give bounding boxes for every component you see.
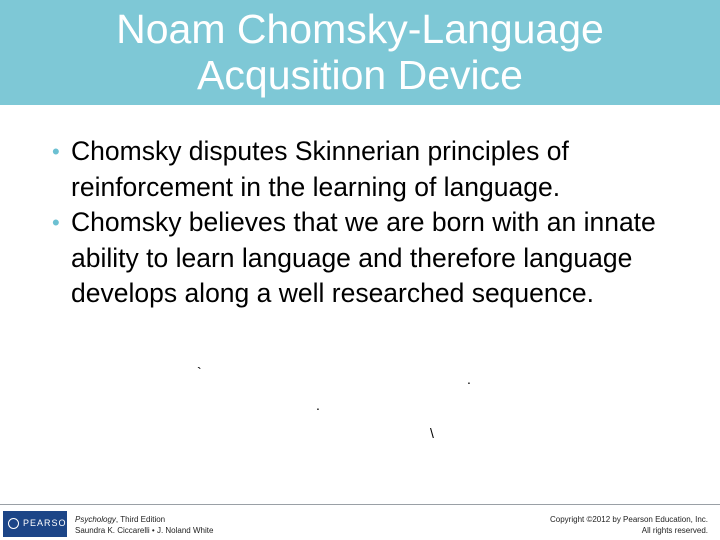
footer-divider — [0, 504, 720, 505]
bullet-text: Chomsky disputes Skinnerian principles of reinforcement in the learning of language. — [71, 136, 569, 202]
bullet-list — [52, 134, 712, 312]
bullet-text: Chomsky believes that we are born with an innate ability to learn language and therefore language develops along a well researched sequence. — [71, 207, 656, 308]
pearson-logo-text: PEARSON — [23, 518, 75, 528]
book-edition: , Third Edition — [115, 515, 166, 524]
title-band — [0, 0, 720, 105]
slide-title-line-1: Noam Chomsky-Language — [116, 6, 604, 52]
copyright-line-2: All rights reserved. — [641, 526, 708, 535]
bullet-item — [52, 134, 712, 205]
book-title-line — [75, 514, 213, 525]
pearson-logo-icon — [8, 518, 19, 529]
stray-mark: \ — [430, 425, 434, 441]
bullet-icon: • — [52, 210, 60, 235]
book-title: Psychology — [75, 515, 116, 524]
footer-book-info — [75, 514, 213, 536]
title-separator — [0, 105, 720, 108]
book-authors: Saundra K. Ciccarelli • J. Noland White — [75, 526, 214, 535]
slide-title-line-2: Acqusition Device — [197, 52, 523, 98]
slide-title — [0, 6, 720, 98]
bullet-item — [52, 205, 712, 312]
bullet-icon: • — [52, 139, 60, 164]
copyright-line-1: Copyright ©2012 by Pearson Education, Inc. — [550, 515, 708, 524]
pearson-logo — [3, 511, 75, 537]
stray-mark: ` — [197, 364, 202, 380]
stray-mark: . — [316, 397, 320, 413]
stray-mark: . — [467, 371, 471, 387]
footer-copyright — [550, 514, 708, 536]
